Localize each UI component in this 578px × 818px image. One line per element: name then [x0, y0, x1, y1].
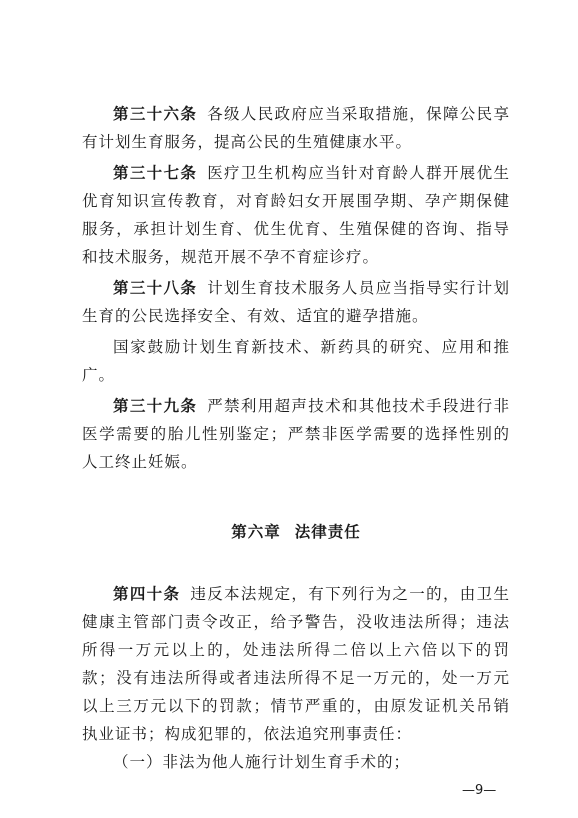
page-body	[82, 100, 510, 776]
list-item: （一）非法为他人施行计划生育手术的；	[113, 753, 411, 771]
article-text: 医疗卫生机构应当针对育龄人群开展优生优育知识宣传教育，对育龄妇女开展围孕期、孕产期保健服务，承担计划生育、优生优育、生殖保健的咨询、指导和技术服务，规范开展不孕不育症诊疗。	[82, 164, 510, 266]
chapter-heading	[82, 520, 510, 542]
article-text: 各级人民政府应当采取措施，保障公民享有计划生育服务，提高公民的生殖健康水平。	[82, 105, 510, 151]
article-label: 第三十七条	[113, 163, 198, 182]
article-40	[82, 580, 510, 748]
article-label: 第四十条	[113, 584, 181, 603]
article-text: 严禁利用超声技术和其他技术手段进行非医学需要的胎儿性别鉴定；严禁非医学需要的选择性别的人工终止妊娠。	[82, 397, 510, 471]
article-label: 第三十六条	[113, 104, 198, 123]
article-36	[82, 100, 510, 156]
chapter-number: 第六章	[231, 523, 281, 541]
article-label: 第三十九条	[113, 396, 198, 415]
article-text: 违反本法规定，有下列行为之一的，由卫生健康主管部门责令改正，给予警告，没收违法所得；违法所得一万元以上的，处违法所得二倍以上六倍以下的罚款；没有违法所得或者违法所得不足一万元的，处一万元以上三万元以下的罚款；情节严重的，由原发证机关吊销执业证书；构成犯罪的，依法追究刑事责任：	[82, 585, 510, 743]
chapter-title: 法律责任	[294, 523, 361, 541]
article-39	[82, 392, 510, 476]
article-38-paragraph-2	[82, 333, 510, 389]
article-label: 第三十八条	[113, 278, 198, 297]
page-number: —9—	[462, 783, 497, 798]
article-text: 国家鼓励计划生育新技术、新药具的研究、应用和推广。	[82, 338, 510, 384]
article-38	[82, 274, 510, 330]
article-37	[82, 159, 510, 271]
article-text: 计划生育技术服务人员应当指导实行计划生育的公民选择安全、有效、适宜的避孕措施。	[82, 279, 510, 325]
